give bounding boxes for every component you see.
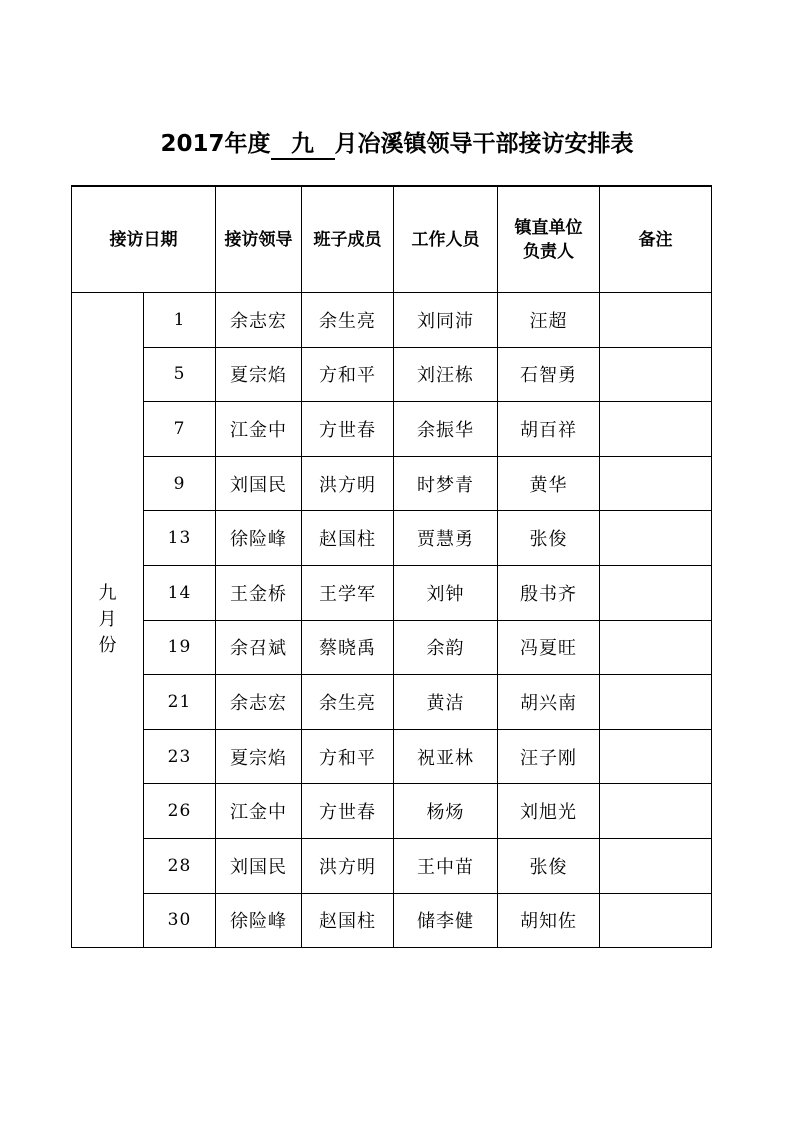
leader-cell: 江金中 <box>216 784 302 839</box>
day-cell: 13 <box>144 511 216 566</box>
staff-cell: 刘钟 <box>394 565 498 620</box>
remarks-cell <box>600 620 712 675</box>
unit-head-cell: 石智勇 <box>498 347 600 402</box>
staff-cell: 余振华 <box>394 402 498 457</box>
day-cell: 9 <box>144 456 216 511</box>
leader-cell: 王金桥 <box>216 565 302 620</box>
table-row <box>72 729 712 784</box>
leader-cell: 夏宗焰 <box>216 729 302 784</box>
leader-cell: 余召斌 <box>216 620 302 675</box>
day-cell: 14 <box>144 565 216 620</box>
remarks-cell <box>600 347 712 402</box>
leader-cell: 余志宏 <box>216 293 302 348</box>
table-row <box>72 456 712 511</box>
leader-cell: 江金中 <box>216 402 302 457</box>
title-month-blank: 九 <box>271 130 335 160</box>
leader-cell: 刘国民 <box>216 838 302 893</box>
unit-head-cell: 胡兴南 <box>498 675 600 730</box>
header-date: 接访日期 <box>72 186 216 293</box>
remarks-cell <box>600 456 712 511</box>
staff-cell: 王中苗 <box>394 838 498 893</box>
member-cell: 余生亮 <box>302 293 394 348</box>
unit-head-cell: 冯夏旺 <box>498 620 600 675</box>
remarks-cell <box>600 293 712 348</box>
member-cell: 赵国柱 <box>302 511 394 566</box>
title-suffix: 月冶溪镇领导干部接访安排表 <box>334 131 634 157</box>
table-row <box>72 675 712 730</box>
leader-cell: 徐险峰 <box>216 893 302 948</box>
unit-head-cell: 张俊 <box>498 511 600 566</box>
member-cell: 余生亮 <box>302 675 394 730</box>
leader-cell: 夏宗焰 <box>216 347 302 402</box>
month-label: 九月份 <box>98 583 117 657</box>
remarks-cell <box>600 675 712 730</box>
remarks-cell <box>600 838 712 893</box>
staff-cell: 余韵 <box>394 620 498 675</box>
title-prefix: 2017年度 <box>160 131 271 157</box>
table-row <box>72 293 712 348</box>
day-cell: 23 <box>144 729 216 784</box>
member-cell: 蔡晓禹 <box>302 620 394 675</box>
remarks-cell <box>600 729 712 784</box>
table-row <box>72 784 712 839</box>
table-row <box>72 347 712 402</box>
member-cell: 王学军 <box>302 565 394 620</box>
header-staff: 工作人员 <box>394 186 498 293</box>
staff-cell: 祝亚林 <box>394 729 498 784</box>
unit-head-cell: 汪超 <box>498 293 600 348</box>
day-cell: 28 <box>144 838 216 893</box>
table-body <box>72 293 712 948</box>
member-cell: 赵国柱 <box>302 893 394 948</box>
member-cell: 方和平 <box>302 729 394 784</box>
day-cell: 21 <box>144 675 216 730</box>
staff-cell: 刘汪栋 <box>394 347 498 402</box>
member-cell: 方和平 <box>302 347 394 402</box>
header-leader <box>216 186 302 293</box>
remarks-cell <box>600 893 712 948</box>
header-unit-head-label: 镇直单位负责人 <box>514 217 583 262</box>
day-cell: 19 <box>144 620 216 675</box>
staff-cell: 杨炀 <box>394 784 498 839</box>
page-title <box>0 125 794 160</box>
unit-head-cell: 张俊 <box>498 838 600 893</box>
unit-head-cell: 胡百祥 <box>498 402 600 457</box>
day-cell: 1 <box>144 293 216 348</box>
member-cell: 洪方明 <box>302 838 394 893</box>
header-member-label: 班子成员 <box>313 229 382 250</box>
unit-head-cell: 殷书齐 <box>498 565 600 620</box>
table-row <box>72 838 712 893</box>
header-remarks: 备注 <box>600 186 712 293</box>
table-row <box>72 620 712 675</box>
member-cell: 洪方明 <box>302 456 394 511</box>
member-cell: 方世春 <box>302 402 394 457</box>
day-cell: 7 <box>144 402 216 457</box>
reception-schedule-table <box>71 185 712 948</box>
leader-cell: 徐险峰 <box>216 511 302 566</box>
staff-cell: 刘同沛 <box>394 293 498 348</box>
remarks-cell <box>600 784 712 839</box>
member-cell: 方世春 <box>302 784 394 839</box>
unit-head-cell: 胡知佐 <box>498 893 600 948</box>
table-row <box>72 893 712 948</box>
staff-cell: 时梦青 <box>394 456 498 511</box>
header-leader-label: 接访领导 <box>224 229 293 250</box>
table-row <box>72 402 712 457</box>
day-cell: 5 <box>144 347 216 402</box>
day-cell: 30 <box>144 893 216 948</box>
leader-cell: 刘国民 <box>216 456 302 511</box>
day-cell: 26 <box>144 784 216 839</box>
remarks-cell <box>600 565 712 620</box>
unit-head-cell: 黄华 <box>498 456 600 511</box>
table-header-row <box>72 186 712 293</box>
leader-cell: 余志宏 <box>216 675 302 730</box>
month-cell <box>72 293 144 948</box>
remarks-cell <box>600 511 712 566</box>
staff-cell: 黄洁 <box>394 675 498 730</box>
staff-cell: 储李健 <box>394 893 498 948</box>
table-row <box>72 565 712 620</box>
unit-head-cell: 刘旭光 <box>498 784 600 839</box>
header-member <box>302 186 394 293</box>
staff-cell: 贾慧勇 <box>394 511 498 566</box>
unit-head-cell: 汪子刚 <box>498 729 600 784</box>
table-row <box>72 511 712 566</box>
remarks-cell <box>600 402 712 457</box>
header-unit-head <box>498 186 600 293</box>
